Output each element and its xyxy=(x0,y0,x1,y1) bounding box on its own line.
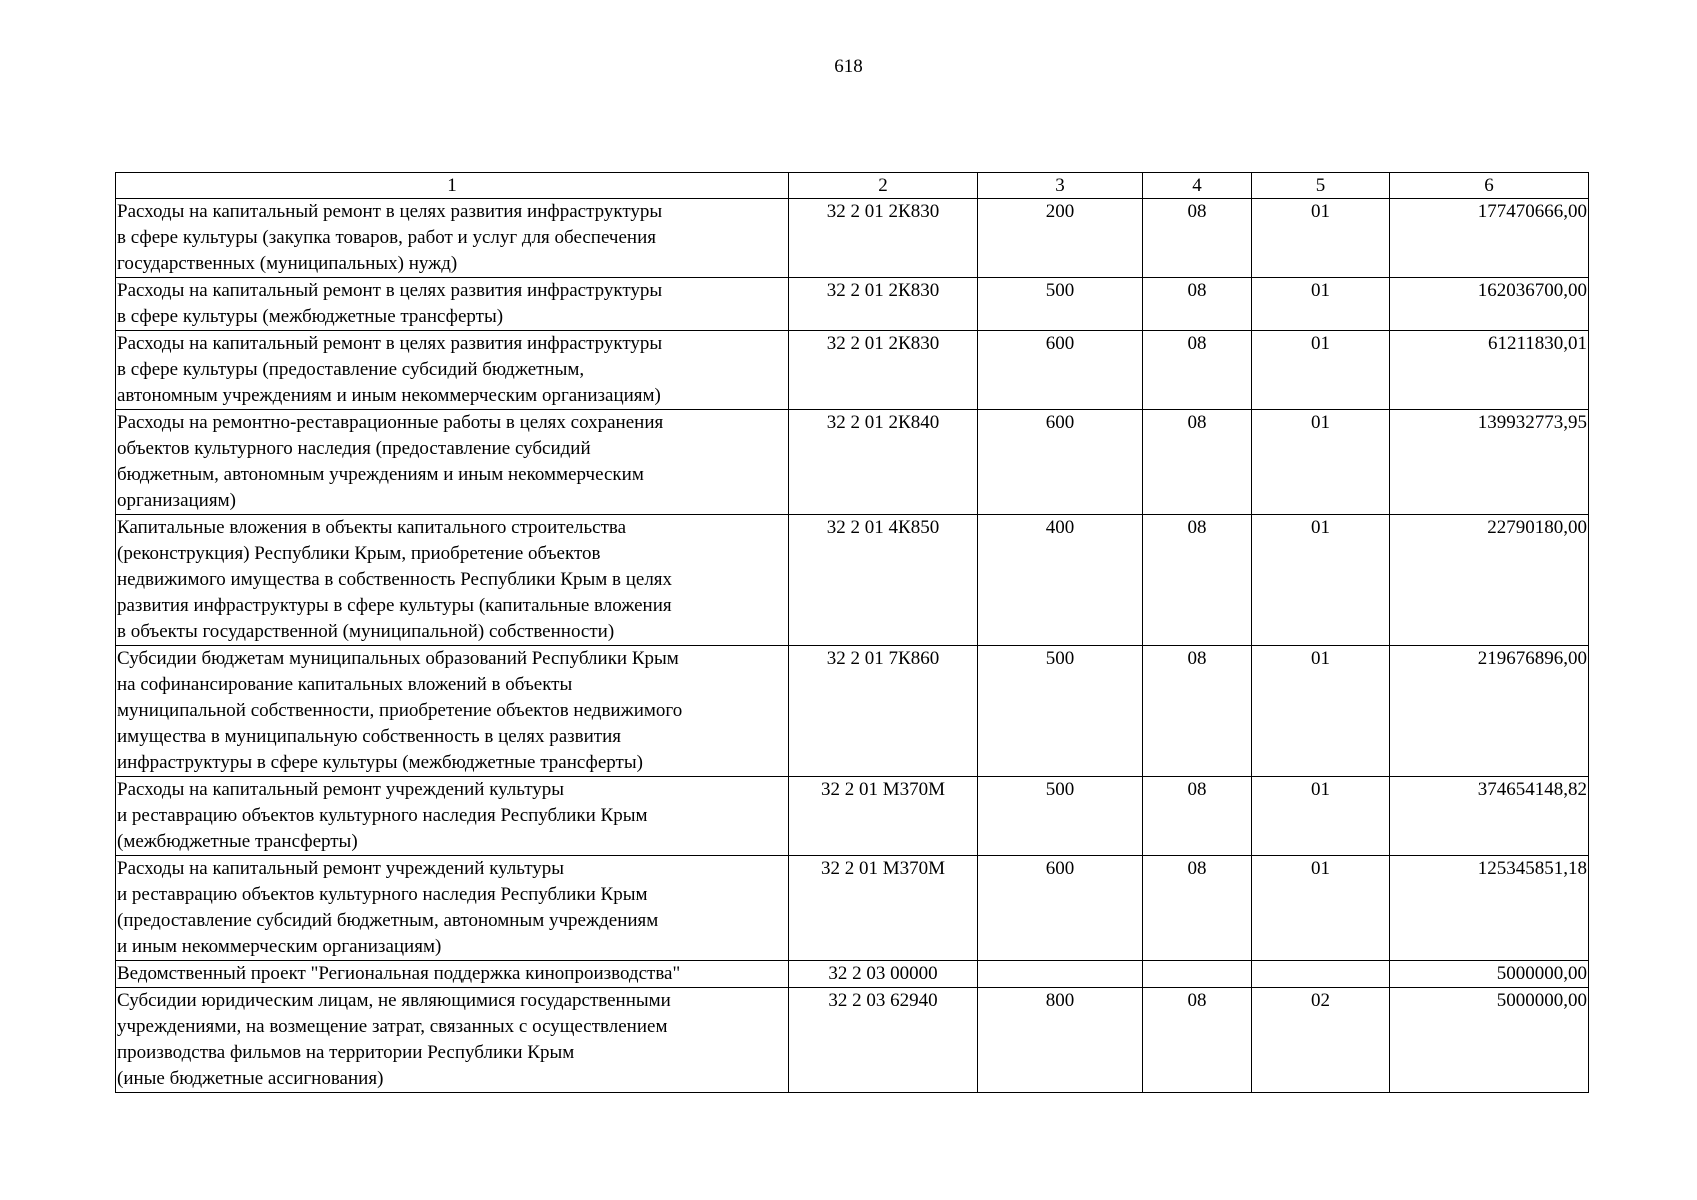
row-description xyxy=(116,961,789,988)
row-section xyxy=(1143,961,1252,988)
column-header-6: 6 xyxy=(1390,173,1589,199)
row-expense-type xyxy=(978,961,1143,988)
description-line: и иным некоммерческим организациям) xyxy=(117,936,442,957)
row-subsection: 02 xyxy=(1252,988,1390,1093)
row-target-code: 32 2 01 2К830 xyxy=(789,331,978,410)
row-section: 08 xyxy=(1143,646,1252,777)
row-section: 08 xyxy=(1143,856,1252,961)
description-line: в сфере культуры (межбюджетные трансферты) xyxy=(117,306,504,327)
description-line: Ведомственный проект "Региональная поддержка кинопроизводства" xyxy=(117,963,681,984)
description-line: имущества в муниципальную собственность в целях развития xyxy=(117,726,621,747)
row-description xyxy=(116,777,789,856)
row-target-code: 32 2 01 2К830 xyxy=(789,199,978,278)
row-description xyxy=(116,331,789,410)
row-expense-type: 400 xyxy=(978,515,1143,646)
row-description xyxy=(116,515,789,646)
row-expense-type: 600 xyxy=(978,331,1143,410)
description-line: государственных (муниципальных) нужд) xyxy=(117,253,458,274)
description-line: организациям) xyxy=(117,490,236,511)
table-row xyxy=(116,646,1589,777)
row-amount: 139932773,95 xyxy=(1390,410,1589,515)
description-line: объектов культурного наследия (предоставление субсидий xyxy=(117,438,591,459)
row-expense-type: 600 xyxy=(978,856,1143,961)
description-line: (межбюджетные трансферты) xyxy=(117,831,358,852)
description-line: учреждениями, на возмещение затрат, связанных с осуществлением xyxy=(117,1016,668,1037)
table-row xyxy=(116,278,1589,331)
row-subsection: 01 xyxy=(1252,646,1390,777)
column-header-1: 1 xyxy=(116,173,789,199)
description-line: на софинансирование капитальных вложений в объекты xyxy=(117,674,573,695)
table-header-row xyxy=(116,173,1589,199)
row-target-code: 32 2 01 М370М xyxy=(789,777,978,856)
description-line: Расходы на капитальный ремонт в целях развития инфраструктуры xyxy=(117,333,663,354)
row-expense-type: 200 xyxy=(978,199,1143,278)
description-line: (иные бюджетные ассигнования) xyxy=(117,1068,384,1089)
row-amount: 125345851,18 xyxy=(1390,856,1589,961)
row-expense-type: 500 xyxy=(978,646,1143,777)
row-subsection: 01 xyxy=(1252,410,1390,515)
row-expense-type: 500 xyxy=(978,777,1143,856)
table-row xyxy=(116,961,1589,988)
description-line: автономным учреждениям и иным некоммерческим организациям) xyxy=(117,385,661,406)
description-line: и реставрацию объектов культурного наследия Республики Крым xyxy=(117,805,648,826)
budget-table xyxy=(115,172,1589,1093)
row-amount: 219676896,00 xyxy=(1390,646,1589,777)
description-line: Расходы на капитальный ремонт учреждений культуры xyxy=(117,858,565,879)
row-target-code: 32 2 01 2К840 xyxy=(789,410,978,515)
row-section: 08 xyxy=(1143,515,1252,646)
row-target-code: 32 2 03 00000 xyxy=(789,961,978,988)
row-section: 08 xyxy=(1143,410,1252,515)
description-line: бюджетным, автономным учреждениям и иным некоммерческим xyxy=(117,464,644,485)
description-line: Расходы на капитальный ремонт в целях развития инфраструктуры xyxy=(117,280,663,301)
row-subsection: 01 xyxy=(1252,199,1390,278)
description-line: (реконструкция) Республики Крым, приобретение объектов xyxy=(117,543,601,564)
description-line: Расходы на капитальный ремонт учреждений культуры xyxy=(117,779,565,800)
row-amount: 162036700,00 xyxy=(1390,278,1589,331)
row-expense-type: 500 xyxy=(978,278,1143,331)
row-section: 08 xyxy=(1143,777,1252,856)
row-expense-type: 600 xyxy=(978,410,1143,515)
row-description xyxy=(116,646,789,777)
row-subsection xyxy=(1252,961,1390,988)
row-amount: 5000000,00 xyxy=(1390,961,1589,988)
row-description xyxy=(116,856,789,961)
column-header-5: 5 xyxy=(1252,173,1390,199)
row-target-code: 32 2 01 4К850 xyxy=(789,515,978,646)
row-section: 08 xyxy=(1143,278,1252,331)
row-amount: 61211830,01 xyxy=(1390,331,1589,410)
table-row xyxy=(116,515,1589,646)
row-expense-type: 800 xyxy=(978,988,1143,1093)
table-row xyxy=(116,410,1589,515)
description-line: Субсидии юридическим лицам, не являющимися государственными xyxy=(117,990,671,1011)
row-subsection: 01 xyxy=(1252,515,1390,646)
table-row xyxy=(116,777,1589,856)
row-target-code: 32 2 01 2К830 xyxy=(789,278,978,331)
description-line: муниципальной собственности, приобретение объектов недвижимого xyxy=(117,700,683,721)
description-line: недвижимого имущества в собственность Республики Крым в целях xyxy=(117,569,673,590)
column-header-3: 3 xyxy=(978,173,1143,199)
table-row xyxy=(116,988,1589,1093)
row-subsection: 01 xyxy=(1252,777,1390,856)
row-section: 08 xyxy=(1143,199,1252,278)
row-section: 08 xyxy=(1143,988,1252,1093)
description-line: Субсидии бюджетам муниципальных образований Республики Крым xyxy=(117,648,679,669)
description-line: производства фильмов на территории Республики Крым xyxy=(117,1042,575,1063)
table-body xyxy=(116,199,1589,1093)
page-number: 618 xyxy=(834,56,863,77)
row-description xyxy=(116,988,789,1093)
row-description xyxy=(116,199,789,278)
description-line: (предоставление субсидий бюджетным, автономным учреждениям xyxy=(117,910,659,931)
description-line: развития инфраструктуры в сфере культуры (капитальные вложения xyxy=(117,595,672,616)
description-line: в сфере культуры (предоставление субсидий бюджетным, xyxy=(117,359,585,380)
row-amount: 177470666,00 xyxy=(1390,199,1589,278)
description-line: инфраструктуры в сфере культуры (межбюджетные трансферты) xyxy=(117,752,643,773)
row-subsection: 01 xyxy=(1252,856,1390,961)
row-target-code: 32 2 01 М370М xyxy=(789,856,978,961)
table-row xyxy=(116,856,1589,961)
row-amount: 374654148,82 xyxy=(1390,777,1589,856)
row-subsection: 01 xyxy=(1252,278,1390,331)
description-line: в сфере культуры (закупка товаров, работ и услуг для обеспечения xyxy=(117,227,656,248)
description-line: Расходы на капитальный ремонт в целях развития инфраструктуры xyxy=(117,201,663,222)
row-amount: 5000000,00 xyxy=(1390,988,1589,1093)
row-target-code: 32 2 01 7К860 xyxy=(789,646,978,777)
table-row xyxy=(116,199,1589,278)
description-line: и реставрацию объектов культурного наследия Республики Крым xyxy=(117,884,648,905)
row-amount: 22790180,00 xyxy=(1390,515,1589,646)
column-header-2: 2 xyxy=(789,173,978,199)
row-description xyxy=(116,278,789,331)
row-section: 08 xyxy=(1143,331,1252,410)
row-target-code: 32 2 03 62940 xyxy=(789,988,978,1093)
column-header-4: 4 xyxy=(1143,173,1252,199)
row-description xyxy=(116,410,789,515)
row-subsection: 01 xyxy=(1252,331,1390,410)
table-row xyxy=(116,331,1589,410)
description-line: Капитальные вложения в объекты капитального строительства xyxy=(117,517,627,538)
description-line: Расходы на ремонтно-реставрационные работы в целях сохранения xyxy=(117,412,664,433)
description-line: в объекты государственной (муниципальной) собственности) xyxy=(117,621,615,642)
